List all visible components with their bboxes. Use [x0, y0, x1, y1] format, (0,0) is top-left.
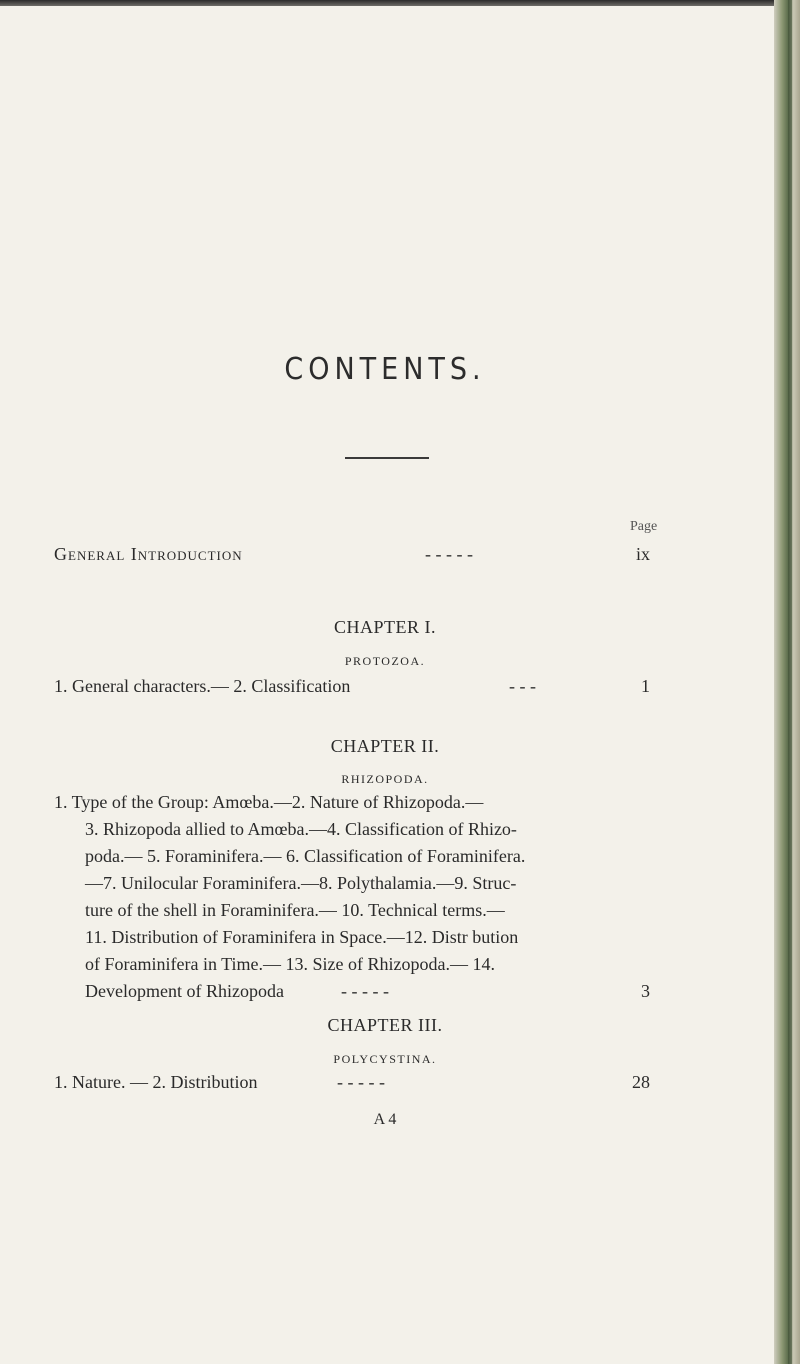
- entry-line: [54, 978, 650, 1005]
- page-top-edge: [0, 0, 790, 6]
- entry-text: Development of Rhizopoda: [85, 981, 284, 1001]
- entry-line: 1. Type of the Group: Amœba.—2. Nature of Rhizopoda.—: [54, 792, 484, 812]
- chapter-subtitle: PROTOZOA.: [344, 654, 426, 668]
- chapter-heading: CHAPTER II.: [330, 736, 440, 756]
- entry-line: 11. Distribution of Foraminifera in Space.—12. Distr bution: [85, 927, 519, 947]
- page-number: 28: [632, 1072, 650, 1092]
- introduction-label: General Introduction: [54, 544, 243, 564]
- entry-text: 1. General characters.— 2. Classification: [54, 676, 351, 696]
- page-number: 1: [641, 676, 650, 696]
- chapter-entry: [54, 789, 650, 1005]
- leader-dots: - - -: [509, 676, 536, 696]
- page-title: CONTENTS.: [284, 352, 486, 387]
- entry-line: 3. Rhizopoda allied to Amœba.—4. Classification of Rhizo-: [85, 819, 517, 839]
- page-column-heading: Page: [630, 519, 658, 534]
- entry-text: 1. Nature. — 2. Distribution: [54, 1072, 258, 1092]
- entry-line: [54, 673, 650, 700]
- page-number: 3: [641, 981, 650, 1001]
- chapter-subtitle: RHIZOPODA.: [341, 772, 429, 786]
- chapter-heading: CHAPTER I.: [333, 617, 436, 637]
- page-number: ix: [635, 544, 650, 564]
- entry-line: [54, 1069, 650, 1096]
- spine-shadow: [788, 0, 792, 1364]
- chapter-subtitle: POLYCYSTINA.: [333, 1052, 437, 1066]
- book-spine: [774, 0, 800, 1364]
- entry-line: of Foraminifera in Time.— 13. Size of Rhizopoda.— 14.: [85, 954, 495, 974]
- entry-line: —7. Unilocular Foraminifera.—8. Polythalamia.—9. Struc-: [85, 873, 517, 893]
- entry-line: poda.— 5. Foraminifera.— 6. Classification of Foraminifera.: [85, 846, 526, 866]
- title-rule: [345, 457, 429, 459]
- entry-line: ture of the shell in Foraminifera.— 10. Technical terms.—: [85, 900, 505, 920]
- chapter-entry: [54, 1069, 650, 1096]
- signature-mark: A 4: [373, 1111, 397, 1128]
- leader-dots: - - - - -: [337, 1072, 385, 1092]
- leader-dots: - - - - -: [341, 981, 389, 1001]
- leader-dots: - - - - -: [425, 544, 473, 564]
- chapter-heading: CHAPTER III.: [327, 1015, 443, 1035]
- introduction-entry: [54, 544, 650, 568]
- chapter-entry: [54, 673, 650, 700]
